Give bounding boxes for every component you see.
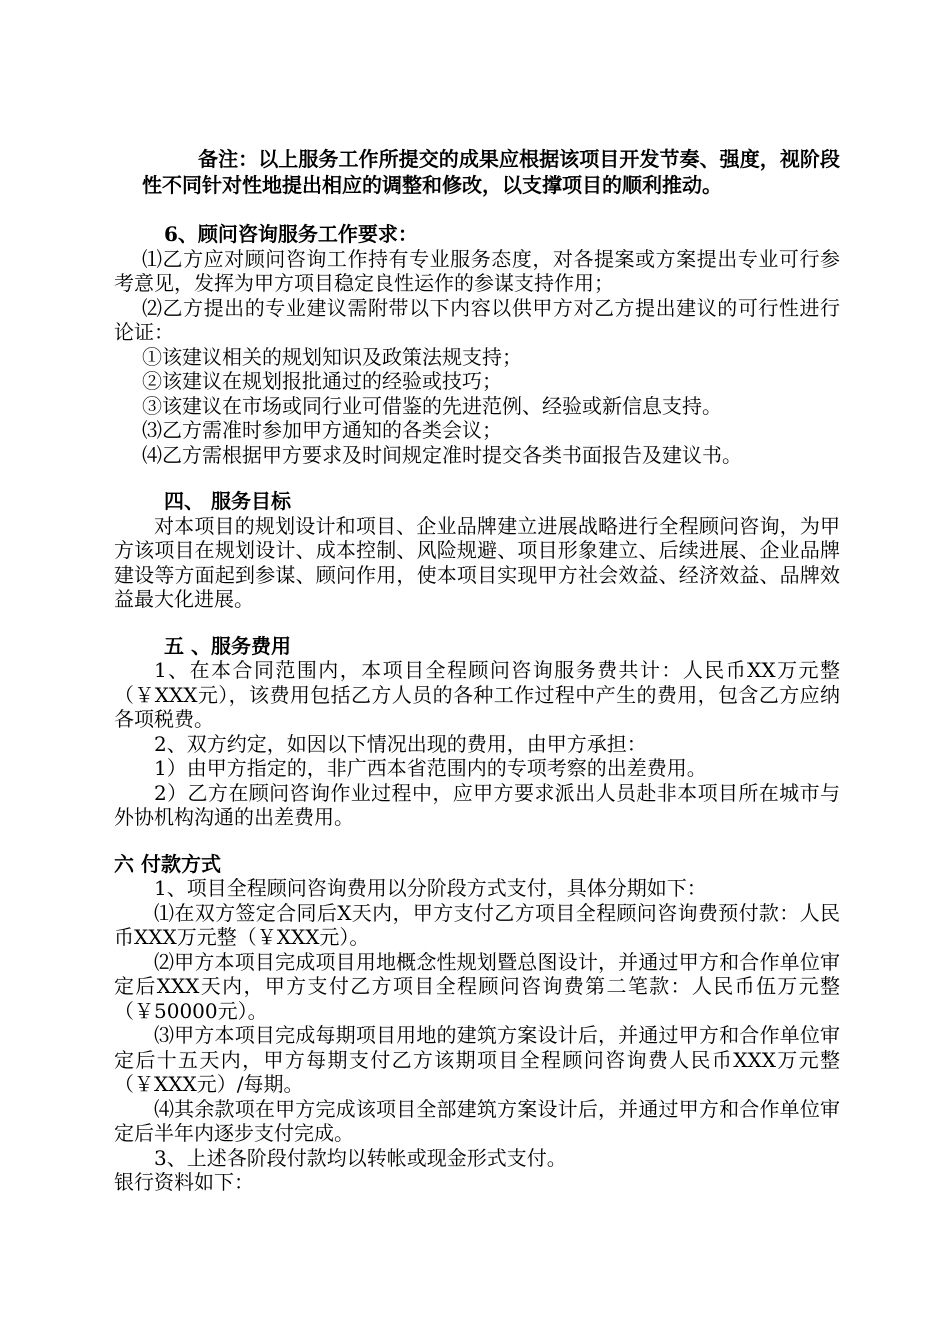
requirement-2-item-2: ②该建议在规划报批通过的经验或技巧； [142,369,502,393]
section-6-title: 6、顾问咨询服务工作要求： [164,222,418,246]
spacer [114,467,840,489]
spacer [114,612,840,634]
requirement-2-item-1: ①该建议相关的规划知识及政策法规支持； [142,344,522,369]
section-4-title: 四、 服务目标 [164,489,291,513]
payment-stage-1: ⑴在双方签定合同后X天内，甲方支付乙方项目全程顾问咨询费预付款：人民币XXX万元整（￥XXX元）。 [114,900,840,949]
payment-stage-4: ⑷其余款项在甲方完成该项目全部建筑方案设计后，并通过甲方和合作单位审定后半年内逐步支付完成。 [114,1096,840,1145]
fee-clause-2: 2、双方约定，如因以下情况出现的费用，由甲方承担： [154,731,647,756]
requirement-1: ⑴乙方应对顾问咨询工作持有专业服务态度，对各提案或方案提出专业可行参考意见，发挥为甲方项目稳定良性运作的参谋支持作用； [114,246,840,295]
service-goal-text: 对本项目的规划设计和项目、企业品牌建立进展战略进行全程顾问咨询，为甲方该项目在规划设计、成本控制、风险规避、项目形象建立、后续进展、企业品牌建设等方面起到参谋、顾问作用，使本项目实现甲方社会效益、经济效益、品牌效益最大化进展。 [114,513,840,611]
payment-clause-3: 3、上述各阶段付款均以转帐或现金形式支付。 [154,1145,567,1170]
requirement-2: ⑵乙方提出的专业建议需附带以下内容以供甲方对乙方提出建议的可行性进行论证： [114,295,840,344]
spacer [114,830,840,852]
payment-stage-3: ⑶甲方本项目完成每期项目用地的建筑方案设计后，并通过甲方和合作单位审定后十五天内，甲方每期支付乙方该期项目全程顾问咨询费人民币XXX万元整（￥XXX元）/每期。 [114,1023,840,1096]
payment-clause-1: 1、项目全程顾问咨询费用以分阶段方式支付，具体分期如下： [154,876,707,900]
document-body [114,146,840,1195]
payment-stage-2: ⑵甲方本项目完成项目用地概念性规划暨总图设计，并通过甲方和合作单位审定后XXX天内，甲方支付乙方项目全程顾问咨询费第二笔款：人民币伍万元整（￥50000元）。 [114,949,840,1023]
spacer [114,198,840,222]
bank-info-label: 银行资料如下： [114,1170,254,1194]
fee-clause-2-item-1: 1）由甲方指定的，非广西本省范围内的专项考察的出差费用。 [154,756,707,780]
remark-note: 备注：以上服务工作所提交的成果应根据该项目开发节奏、强度，视阶段性不同针对性地提出相应的调整和修改，以支撑项目的顺利推动。 [142,147,840,197]
fee-clause-2-item-2: 2）乙方在顾问咨询作业过程中，应甲方要求派出人员赴非本项目所在城市与外协机构沟通的出差费用。 [114,780,840,829]
requirement-3: ⑶乙方需准时参加甲方通知的各类会议； [142,418,502,442]
requirement-4: ⑷乙方需根据甲方要求及时间规定准时提交各类书面报告及建议书。 [142,442,742,467]
requirement-2-item-3: ③该建议在市场或同行业可借鉴的先进范例、经验或新信息支持。 [142,393,722,418]
section-payment-title: 六 付款方式 [114,851,221,876]
fee-clause-1: 1、在本合同范围内，本项目全程顾问咨询服务费共计：人民币XX万元整（￥XXX元），该费用包括乙方人员的各种工作过程中产生的费用，包含乙方应纳各项税费。 [114,658,840,731]
section-5-title: 五 、服务费用 [164,633,291,658]
